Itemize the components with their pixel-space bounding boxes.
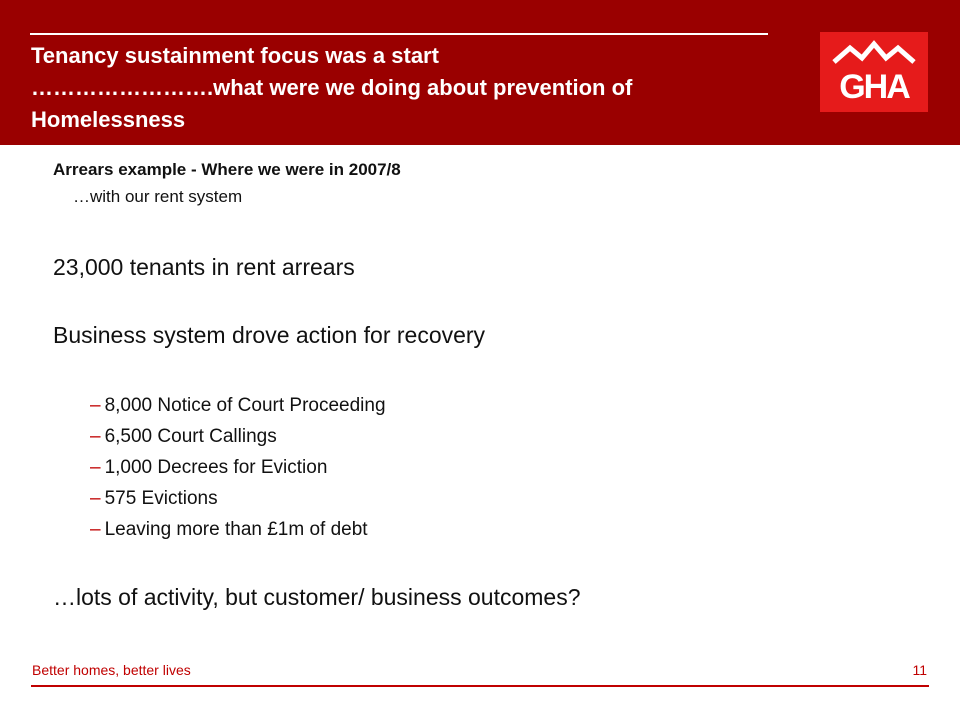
bullet-text: 6,500 Court Callings: [104, 426, 277, 447]
list-item: [90, 487, 386, 518]
footer-divider: [31, 685, 929, 687]
logo-text: GHA: [839, 68, 909, 106]
bullet-text: 1,000 Decrees for Eviction: [104, 457, 328, 478]
bullet-text: 575 Evictions: [104, 488, 218, 509]
point-tenants-in-arrears: 23,000 tenants in rent arrears: [53, 254, 355, 280]
slide-title-line-1: Tenancy sustainment focus was a start: [31, 43, 439, 68]
subheading-detail: …with our rent system: [73, 187, 243, 206]
bullet-text: 8,000 Notice of Court Proceeding: [104, 395, 386, 416]
bullet-dash: –: [90, 395, 101, 416]
slide-title-line-2: …………………….what were we doing about prevention of: [31, 75, 633, 100]
footer-tagline: Better homes, better lives: [32, 662, 191, 678]
bullet-dash: –: [90, 488, 101, 509]
subheading: Arrears example - Where we were in 2007/8: [53, 160, 401, 179]
bullet-dash: –: [90, 426, 101, 447]
list-item: [90, 518, 386, 549]
bullet-text: Leaving more than £1m of debt: [104, 519, 368, 540]
conclusion: …lots of activity, but customer/ business outcomes?: [53, 584, 581, 610]
slide-title-line-3: Homelessness: [31, 107, 186, 132]
bullet-dash: –: [90, 519, 101, 540]
bullet-list: [90, 394, 386, 549]
list-item: [90, 425, 386, 456]
point-business-system: Business system drove action for recovery: [53, 322, 486, 348]
list-item: [90, 394, 386, 425]
bullet-dash: –: [90, 457, 101, 478]
list-item: [90, 456, 386, 487]
page-number: 11: [912, 662, 927, 678]
